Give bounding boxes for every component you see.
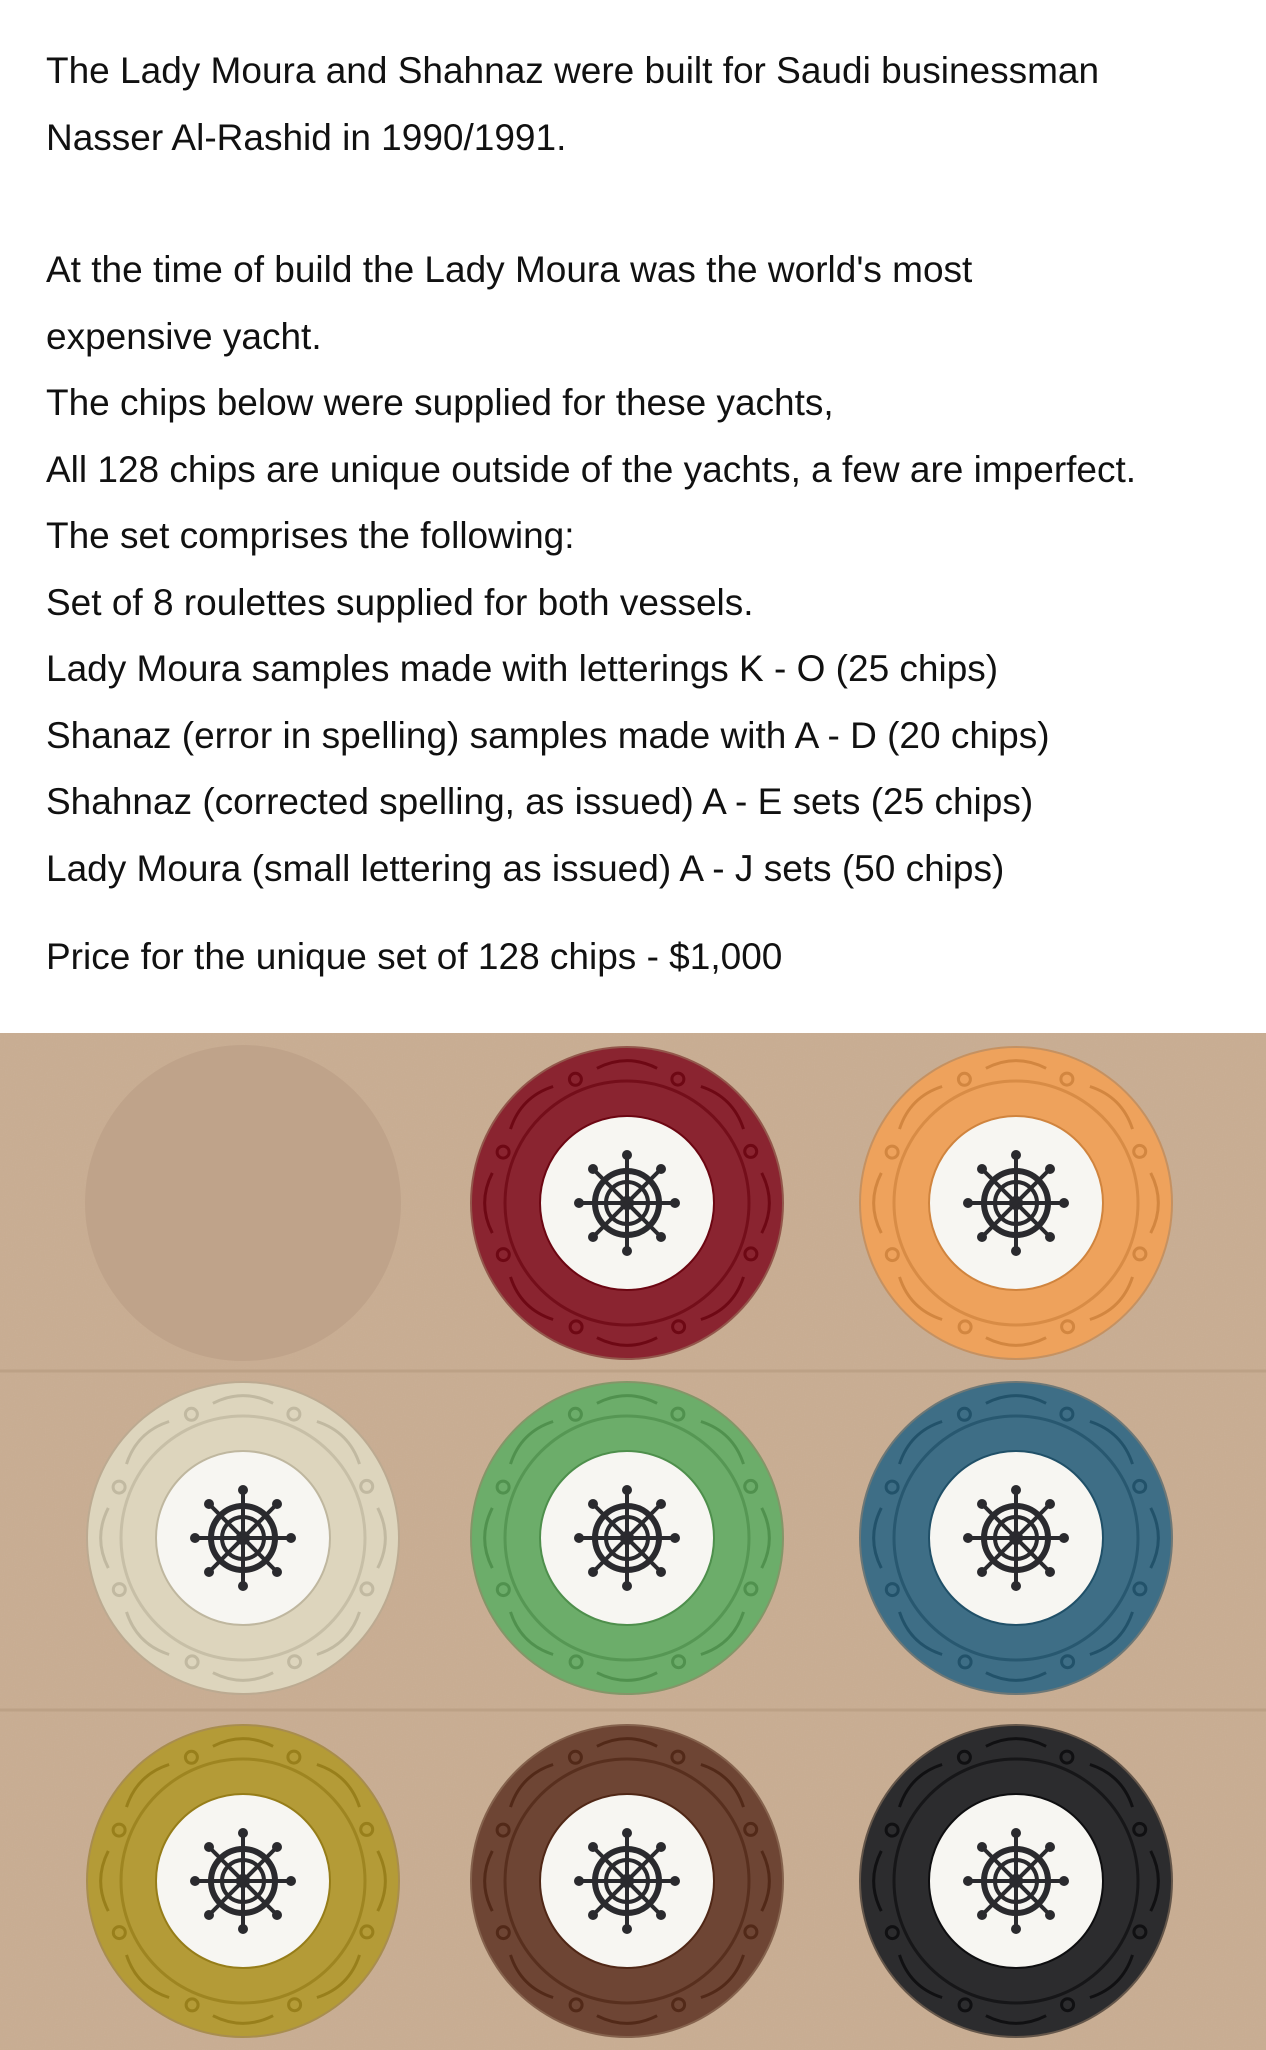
description-text: [46, 38, 1261, 991]
ship-wheel-icon: [574, 1150, 680, 1256]
ship-wheel-icon: [190, 1828, 296, 1934]
body-line: The set comprises the following:: [46, 515, 575, 556]
price-line: Price for the unique set of 128 chips - $1,000: [46, 936, 783, 977]
empty-chip-slot: [85, 1045, 401, 1361]
paragraph-gap: [46, 171, 1261, 237]
body-line: Shahnaz (corrected spelling, as issued) A - E sets (25 chips): [46, 781, 1034, 822]
body-line: Set of 8 roulettes supplied for both vessels.: [46, 581, 754, 623]
poker-chip: [859, 1381, 1173, 1695]
ship-wheel-icon: [574, 1828, 680, 1934]
chips-photo: [0, 1033, 1266, 2050]
ship-wheel-icon: [574, 1485, 680, 1591]
ship-wheel-icon: [963, 1828, 1069, 1934]
intro-line: Nasser Al-Rashid in 1990/1991.: [46, 116, 567, 158]
poker-chip: [859, 1724, 1173, 2038]
ship-wheel-icon: [963, 1485, 1069, 1591]
chips-photo-canvas: [0, 1033, 1266, 2050]
poker-chip: [859, 1046, 1173, 1360]
ship-wheel-icon: [190, 1485, 296, 1591]
body-line: The chips below were supplied for these yachts,: [46, 382, 834, 423]
poker-chip: [470, 1046, 784, 1360]
body-line: All 128 chips are unique outside of the yachts, a few are imperfect.: [46, 448, 1137, 490]
body-line: Lady Moura samples made with letterings K - O (25 chips): [46, 648, 999, 689]
intro-line: The Lady Moura and Shahnaz were built for Saudi businessman: [46, 50, 1100, 91]
body-line: At the time of build the Lady Moura was the world's most: [46, 249, 973, 290]
ship-wheel-icon: [963, 1150, 1069, 1256]
poker-chip: [470, 1381, 784, 1695]
poker-chip: [86, 1724, 400, 2038]
poker-chip: [86, 1381, 400, 1695]
body-line: Lady Moura (small lettering as issued) A - J sets (50 chips): [46, 847, 1005, 889]
poker-chip: [470, 1724, 784, 2038]
body-line: Shanaz (error in spelling) samples made with A - D (20 chips): [46, 714, 1050, 756]
body-line: expensive yacht.: [46, 315, 322, 357]
